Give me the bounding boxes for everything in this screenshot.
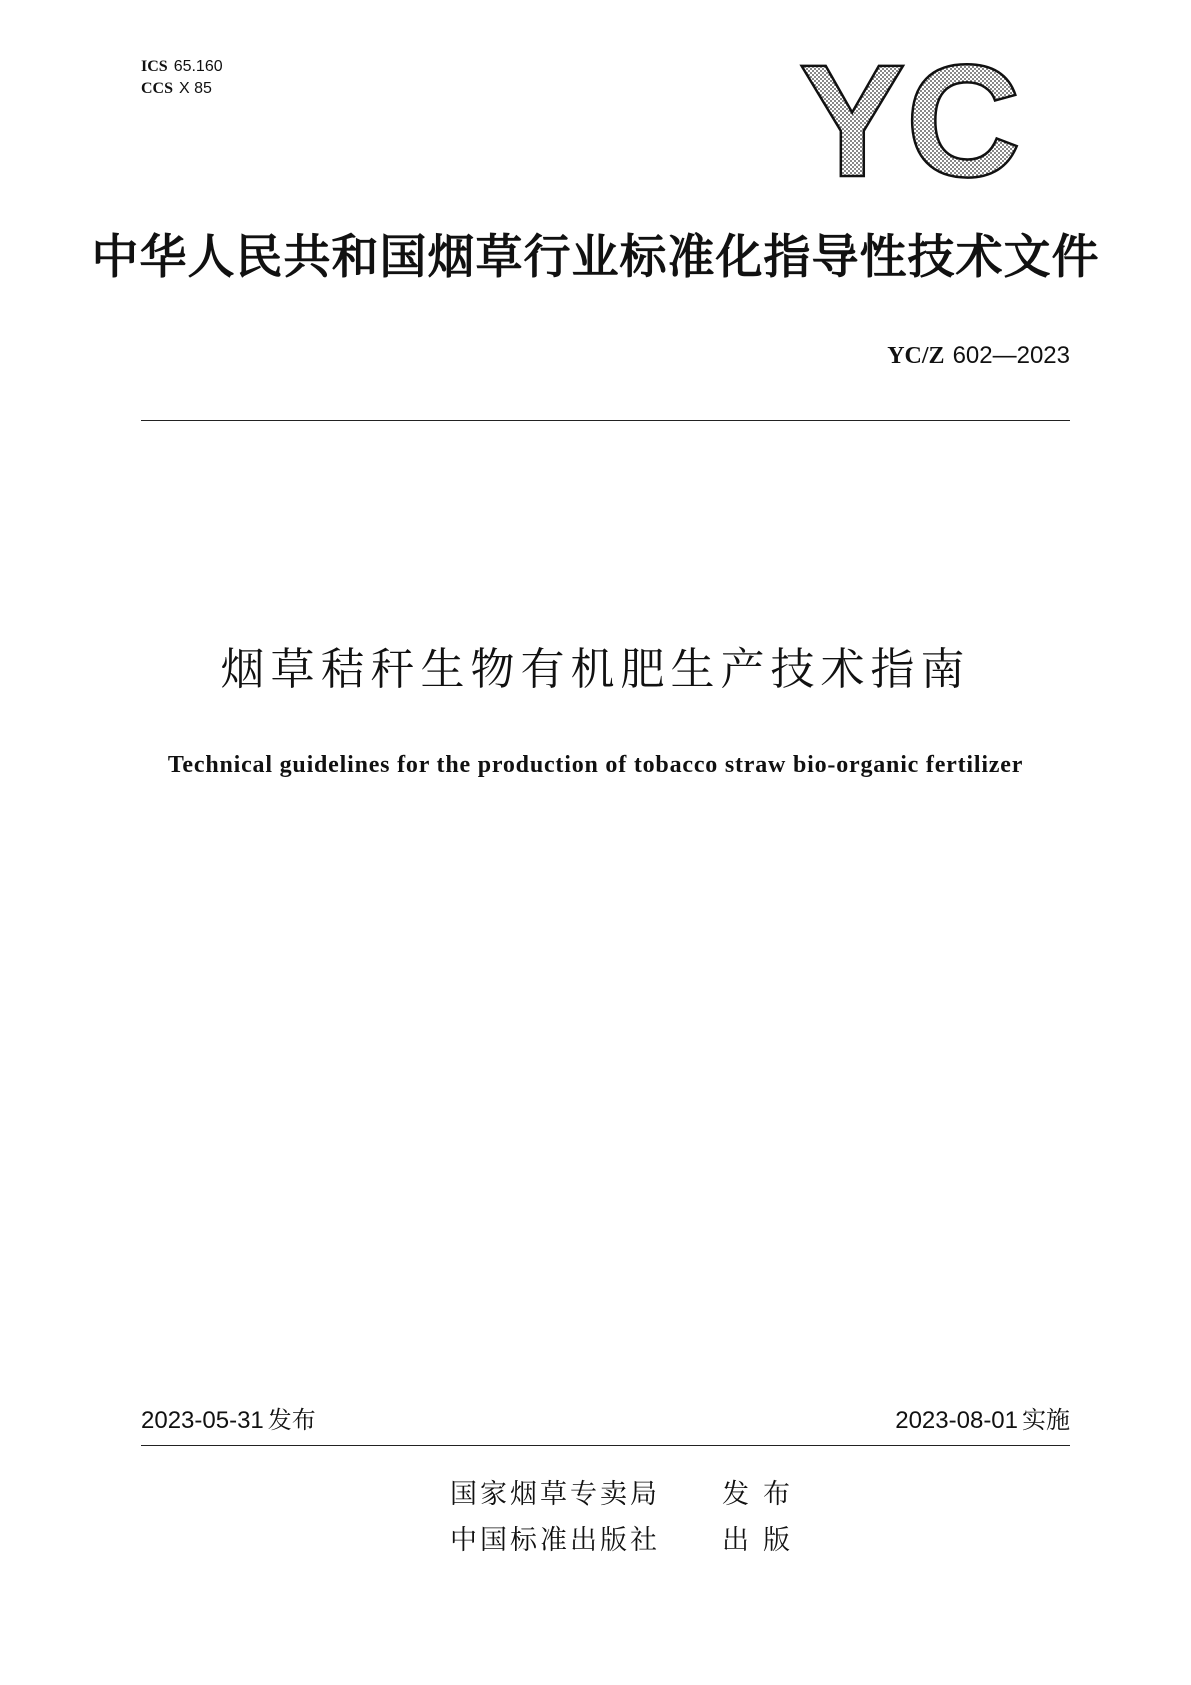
issue-date xyxy=(141,1405,316,1436)
implementation-date-value: 2023-08-01 xyxy=(895,1407,1018,1434)
issue-date-label: 发布 xyxy=(267,1406,316,1434)
yc-logo-text: YC xyxy=(798,48,1022,198)
classification-codes xyxy=(141,56,223,100)
ccs-label: CCS xyxy=(141,80,174,97)
publisher-organization: 国家烟草专卖局 xyxy=(450,1479,660,1510)
ics-value: 65.160 xyxy=(173,58,223,75)
yc-logo xyxy=(790,48,1030,198)
yc-logo-graphic xyxy=(790,48,1030,198)
ics-label: ICS xyxy=(141,58,168,75)
document-number-prefix: YC/Z xyxy=(887,343,945,369)
document-number xyxy=(887,340,1070,371)
bottom-divider xyxy=(141,1445,1070,1446)
ics-code xyxy=(141,56,223,78)
publisher-organization: 中国标准出版社 xyxy=(450,1525,660,1556)
top-divider xyxy=(141,420,1070,421)
implementation-date xyxy=(895,1405,1070,1436)
issuing-authority-title: 中华人民共和国烟草行业标准化指导性技术文件 xyxy=(91,230,1100,285)
ccs-value: X 85 xyxy=(179,80,212,97)
publisher-row xyxy=(450,1478,804,1512)
ccs-code xyxy=(141,78,223,100)
document-number-value: 602—2023 xyxy=(952,342,1070,369)
implementation-date-label: 实施 xyxy=(1022,1406,1070,1434)
document-title-english: Technical guidelines for the production of tobacco straw bio-organic fertilizer xyxy=(167,752,1024,778)
document-title-chinese: 烟草秸秆生物有机肥生产技术指南 xyxy=(220,644,971,695)
publisher-row xyxy=(450,1524,804,1558)
issue-date-value: 2023-05-31 xyxy=(141,1407,264,1434)
publisher-action: 出版 xyxy=(722,1525,804,1556)
publisher-action: 发布 xyxy=(722,1479,804,1510)
